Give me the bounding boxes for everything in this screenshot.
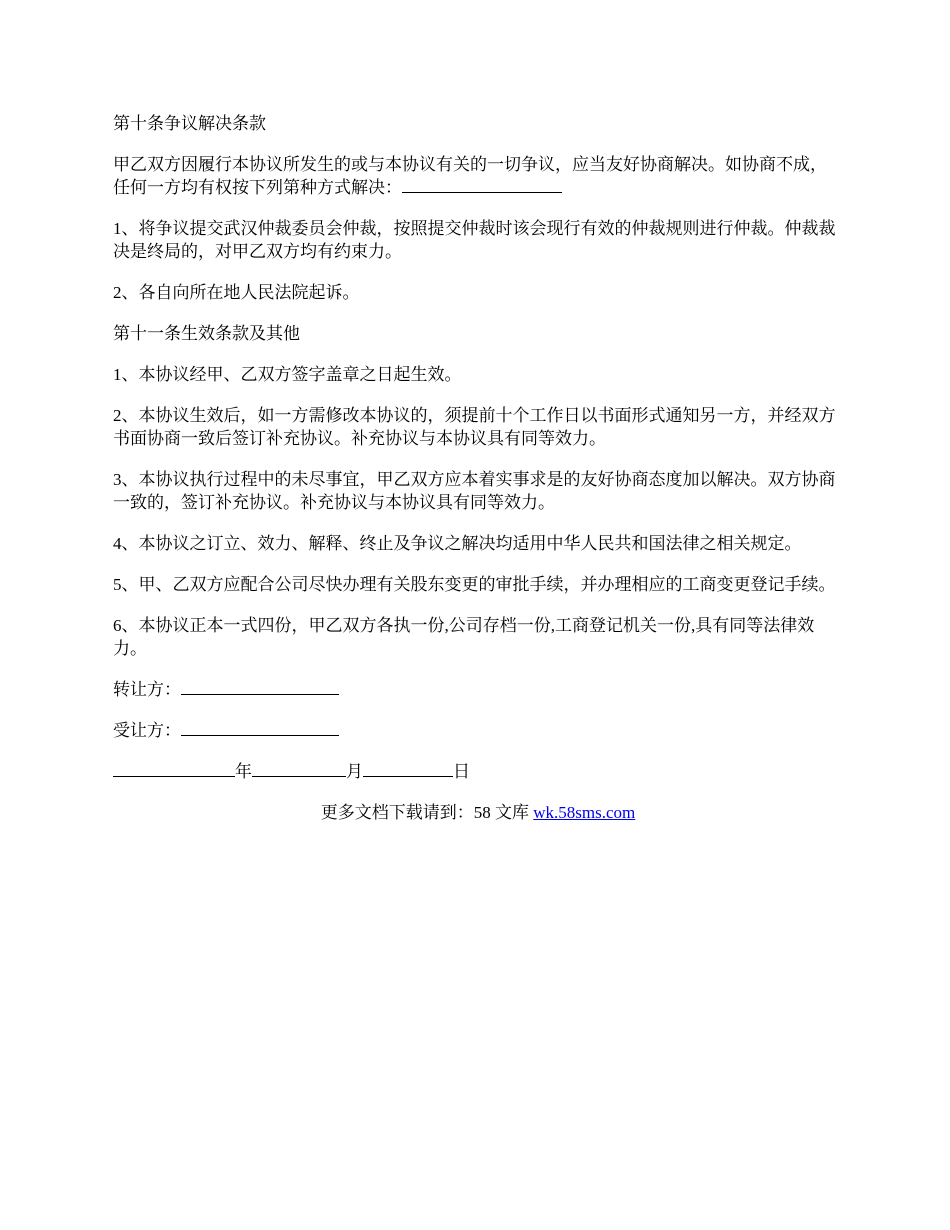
transferee-signature-line [113,719,843,742]
day-blank[interactable] [363,760,453,777]
article-10-item-2: 2、各自向所在地人民法院起诉。 [113,283,360,302]
date-line [113,760,843,783]
month-blank[interactable] [252,760,346,777]
article-11-item-4: 4、本协议之订立、效力、解释、终止及争议之解决均适用中华人民共和国法律之相关规定。 [113,534,802,553]
article-11-item-2: 2、本协议生效后，如一方需修改本协议的，须提前十个工作日以书面形式通知另一方，并经双方书面协商一致后签订补充协议。补充协议与本协议具有同等效力。 [113,406,836,448]
day-label: 日 [453,762,470,781]
year-blank[interactable] [113,760,235,777]
article-10-intro-text: 甲乙双方因履行本协议所发生的或与本协议有关的一切争议，应当友好协商解决。如协商不成，任何一方均有权按下列第种方式解决： [113,155,827,197]
transferor-signature-line [113,678,843,701]
month-label: 月 [346,762,363,781]
transferor-label: 转让方： [113,680,181,699]
transferor-blank[interactable] [181,678,339,695]
year-label: 年 [235,762,252,781]
transferee-label: 受让方： [113,721,181,740]
transferee-blank[interactable] [181,719,339,736]
download-footer [113,801,843,824]
article-10-intro [113,153,843,199]
dispute-method-blank[interactable] [402,176,562,193]
document-body [113,112,843,824]
article-11-item-6: 6、本协议正本一式四份，甲乙双方各执一份,公司存档一份,工商登记机关一份,具有同等法律效力。 [113,616,815,658]
article-11-item-5: 5、甲、乙双方应配合公司尽快办理有关股东变更的审批手续，并办理相应的工商变更登记手续。 [113,575,836,594]
article-11-item-1: 1、本协议经甲、乙双方签字盖章之日起生效。 [113,365,462,384]
article-11-title: 第十一条生效条款及其他 [113,324,300,343]
footer-link[interactable]: wk.58sms.com [533,803,636,822]
article-10-title: 第十条争议解决条款 [113,114,266,133]
footer-text: 更多文档下载请到：58 文库 [320,803,534,822]
article-10-item-1: 1、将争议提交武汉仲裁委员会仲裁，按照提交仲裁时该会现行有效的仲裁规则进行仲裁。仲裁裁决是终局的，对甲乙双方均有约束力。 [113,219,836,261]
article-11-item-3: 3、本协议执行过程中的未尽事宜，甲乙双方应本着实事求是的友好协商态度加以解决。双方协商一致的，签订补充协议。补充协议与本协议具有同等效力。 [113,470,836,512]
